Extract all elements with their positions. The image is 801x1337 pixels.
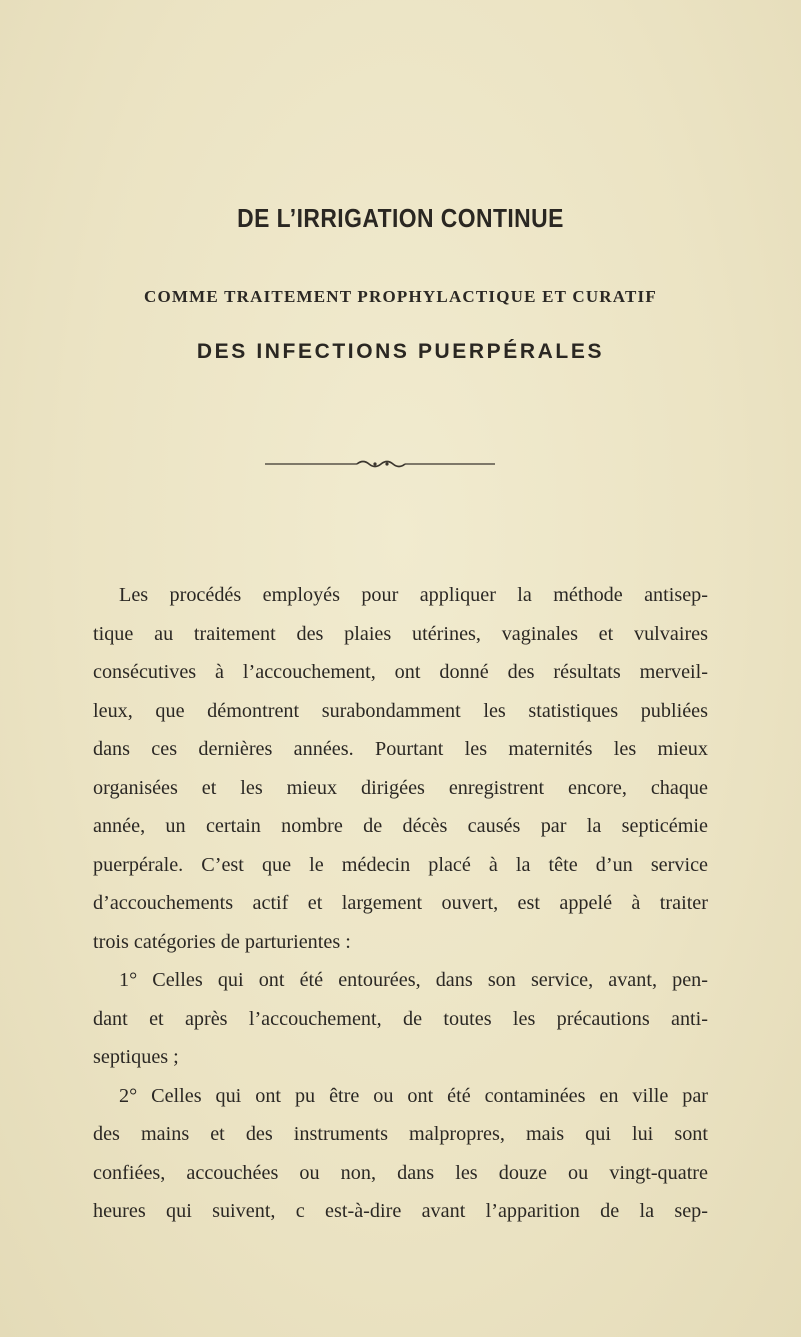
text-line: trois catégories de parturientes :	[93, 930, 351, 953]
text-line: dans ces dernières années. Pourtant les maternités les mieux	[93, 738, 708, 760]
text-line: 2° Celles qui ont pu être ou ont été contaminées en ville par	[119, 1084, 708, 1107]
text-line: puerpérale. C’est que le médecin placé à la tête d’un service	[93, 853, 708, 876]
text-line: confiées, accouchées ou non, dans les douze ou vingt-quatre	[93, 1161, 708, 1184]
text-line: Les procédés employés pour appliquer la méthode antisep-	[119, 584, 708, 606]
body-paragraphs	[93, 576, 708, 1231]
text-line: organisées et les mieux dirigées enregistrent encore, chaque	[93, 776, 708, 799]
text-line: leux, que démontrent surabondamment les statistiques publiées	[93, 699, 708, 722]
text-line: année, un certain nombre de décès causés par la septicémie	[93, 815, 708, 837]
chapter-subtitle-2: DES INFECTIONS PUERPÉRALES	[196, 340, 605, 363]
text-line: 1° Celles qui ont été entourées, dans son service, avant, pen-	[119, 969, 708, 991]
divider-ornament-icon	[265, 458, 495, 470]
text-line: d’accouchements actif et largement ouvert, est appelé à traiter	[93, 892, 708, 914]
chapter-subtitle: COMME TRAITEMENT PROPHYLACTIQUE ET CURATIF	[144, 287, 657, 306]
chapter-title: DE L’IRRIGATION CONTINUE	[237, 203, 564, 233]
text-line: tique au traitement des plaies utérines, vaginales et vulvaires	[93, 622, 708, 645]
text-line: consécutives à l’accouchement, ont donné des résultats merveil-	[93, 661, 708, 683]
text-line: des mains et des instruments malpropres, mais qui lui sont	[93, 1123, 708, 1145]
text-line: dant et après l’accouchement, de toutes les précautions anti-	[93, 1007, 708, 1030]
text-line: septiques ;	[93, 1046, 179, 1068]
text-line: heures qui suivent, c est-à-dire avant l’apparition de la sep-	[93, 1200, 708, 1222]
